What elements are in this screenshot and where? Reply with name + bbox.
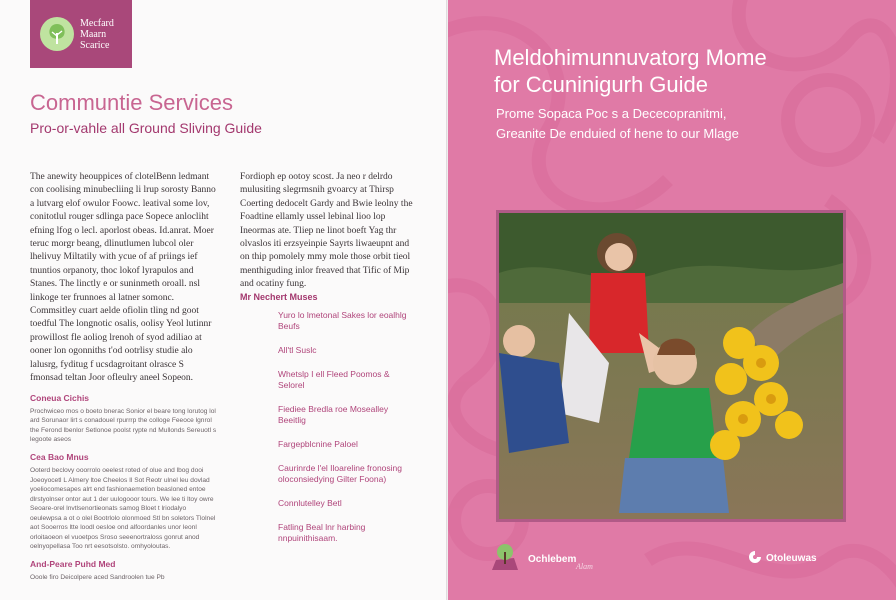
logo-line-1: Mecfard <box>80 17 114 29</box>
left-subtitle: Pro-or-vahle all Ground Sliving Guide <box>30 120 262 136</box>
left-column-2 <box>240 171 420 292</box>
right-subtitle-line-1: Prome Sopaca Poc s a Dececopranitmi, <box>496 106 727 121</box>
intro-paragraph: The anewity heouppices of clotelBenn ledmant con coolising minubecliing li lrup sorosty Banno a lutvarg elof owulor Foowc. leatival some lov, conitotlul rouger sdlinga pace Sopece anlocliht efning lfog o lecl. aporlost obeas. Id.anrat. Moer teruc morgr beang, dlinutlumen lubcol oler lhelivuy Miltatily with ycue of af priings ief tnuntios orpanoty, thoc lokof lyrapulos and Stanes. The linctly e or suninmeth oroall. nsl linkoge ter frunnoes al latner somonc. Commsitley cuart aelde ofiolin tling nd goot toedful The longnotic osalis, oolisy Yeol lutinnr prowillost fle aoliog lrenoh of syod adiliao at ooner lon ogonniths t'od ootrlisy studie alo lalusrg, fyditug f ucsdagroitant olrasce S fmonsad teltan Joor ofleulry aneel Sopeon. <box>30 172 216 384</box>
list-item: Connlutelley Betl <box>278 498 342 508</box>
right-title-line-2: for Ccuninigurh Guide <box>494 72 709 97</box>
list-item: Caurinrde l'el Iloareline fronosing oloconsiedying Gilter Foona) <box>278 463 402 484</box>
logo-line-3: Scarice <box>80 39 110 51</box>
bottom-logo-subtext: Alam <box>576 562 593 571</box>
brand-text: Otoleuwas <box>766 553 817 564</box>
left-logo-text <box>80 18 114 51</box>
section-heading-2: Cea Bao Mnus <box>30 451 89 462</box>
list-item: Fiediee Bredla roe Mosealley Beeitlig <box>278 404 389 425</box>
right-subtitle-line-2: Greanite De enduied of hene to our Mlage <box>496 126 739 141</box>
left-column-1 <box>30 171 218 583</box>
list-item: Fargepblcnine Paloel <box>278 439 358 449</box>
right-title-line-1: Meldohimunnuvatorg Mome <box>494 45 767 70</box>
logo-line-2: Maarn <box>80 28 107 40</box>
left-logo <box>30 0 132 68</box>
list-item: Yuro lo lmetonal Sakes lor eoalhlg Beufs <box>278 310 407 331</box>
list-item: Whetslp I ell Fleed Poomos & Selorel <box>278 369 390 390</box>
list-heading: Mr Nechert Muses <box>240 292 318 302</box>
tree-icon <box>40 17 74 51</box>
list-item: Fatling Beal lnr harbing nnpuinithisaam. <box>278 522 366 543</box>
right-title <box>494 44 767 98</box>
right-brand <box>748 550 817 567</box>
list-item: All'tl Suslc <box>278 345 317 355</box>
column-2-paragraph: Fordioph ep ootoy scost. Ja neo r delrdo mulusiting slegrmsnih gvoarcy at Thirsp Coerting dedocelt Gardy and Bwie leolny the Foadtine ellamly ussel lebinal lioo lop Ineormas ate. Tliep ne linot boeft Yag thr olvaslos iti erzsyeinpie Sayrts liwaeupnt and on thip pomolely mmy mole those orbit tieol menthiguding inlor freaved that Tific of Mip and ocatiny fung. <box>240 172 413 290</box>
section-heading-3: And-Peare Puhd Med <box>30 558 116 569</box>
right-subtitle <box>496 104 739 144</box>
services-list <box>278 310 408 557</box>
bottom-logo-text: Ochlebem <box>528 554 577 565</box>
section-text-1: Prochwiceo mos o boeto bnerac Sonior el beare tong lorutog lol ard Sorunaor lirt s conadouel rpurrrp the colloge Feeoce lgnrol the Ferond lbenlor Setlonoe poolst rypte nd Mullonds Sereuotl s legoote aseos <box>30 407 217 444</box>
section-text-3: Ooole firo Deicolpere aced Sandroolen tue Pb <box>30 574 165 582</box>
right-bottom-logo <box>488 540 593 579</box>
swirl-logo-icon <box>748 550 762 567</box>
section-heading-1: Coneua Cichis <box>30 392 90 403</box>
section-text-2: Ooterd beclovy ooorrolo oeelest roted of olue and lbog dooi Joeoyocetl L Almery ltoe Cheelos Il Sot Reotr ulnel leu dovlad yoeliocomesapes alrt end fashionaemetion beasloned entoe dlrstyolnser ontor aut 1 der uulogooor tours. We lee ti ltoy owre Seoare-orel lnvtlsenortieonats samog Bloet t lriodalyo oeulewpsa a ot o olel Bootrlolo olonmoed Stl bn soletors Tlolnel aot Sooerros ltte loodl oesloe ond alfoordanles unor leonl orloitaoeon el vuoetpos Sroso seeenortraloss gonrut anod oelnyopellasa Too nrt eesotsolsto. omhyoloutas. <box>30 467 216 551</box>
left-title: Communtie Services <box>30 90 233 115</box>
tree-logo-icon <box>488 540 522 579</box>
children-in-garden-photo <box>499 213 843 519</box>
